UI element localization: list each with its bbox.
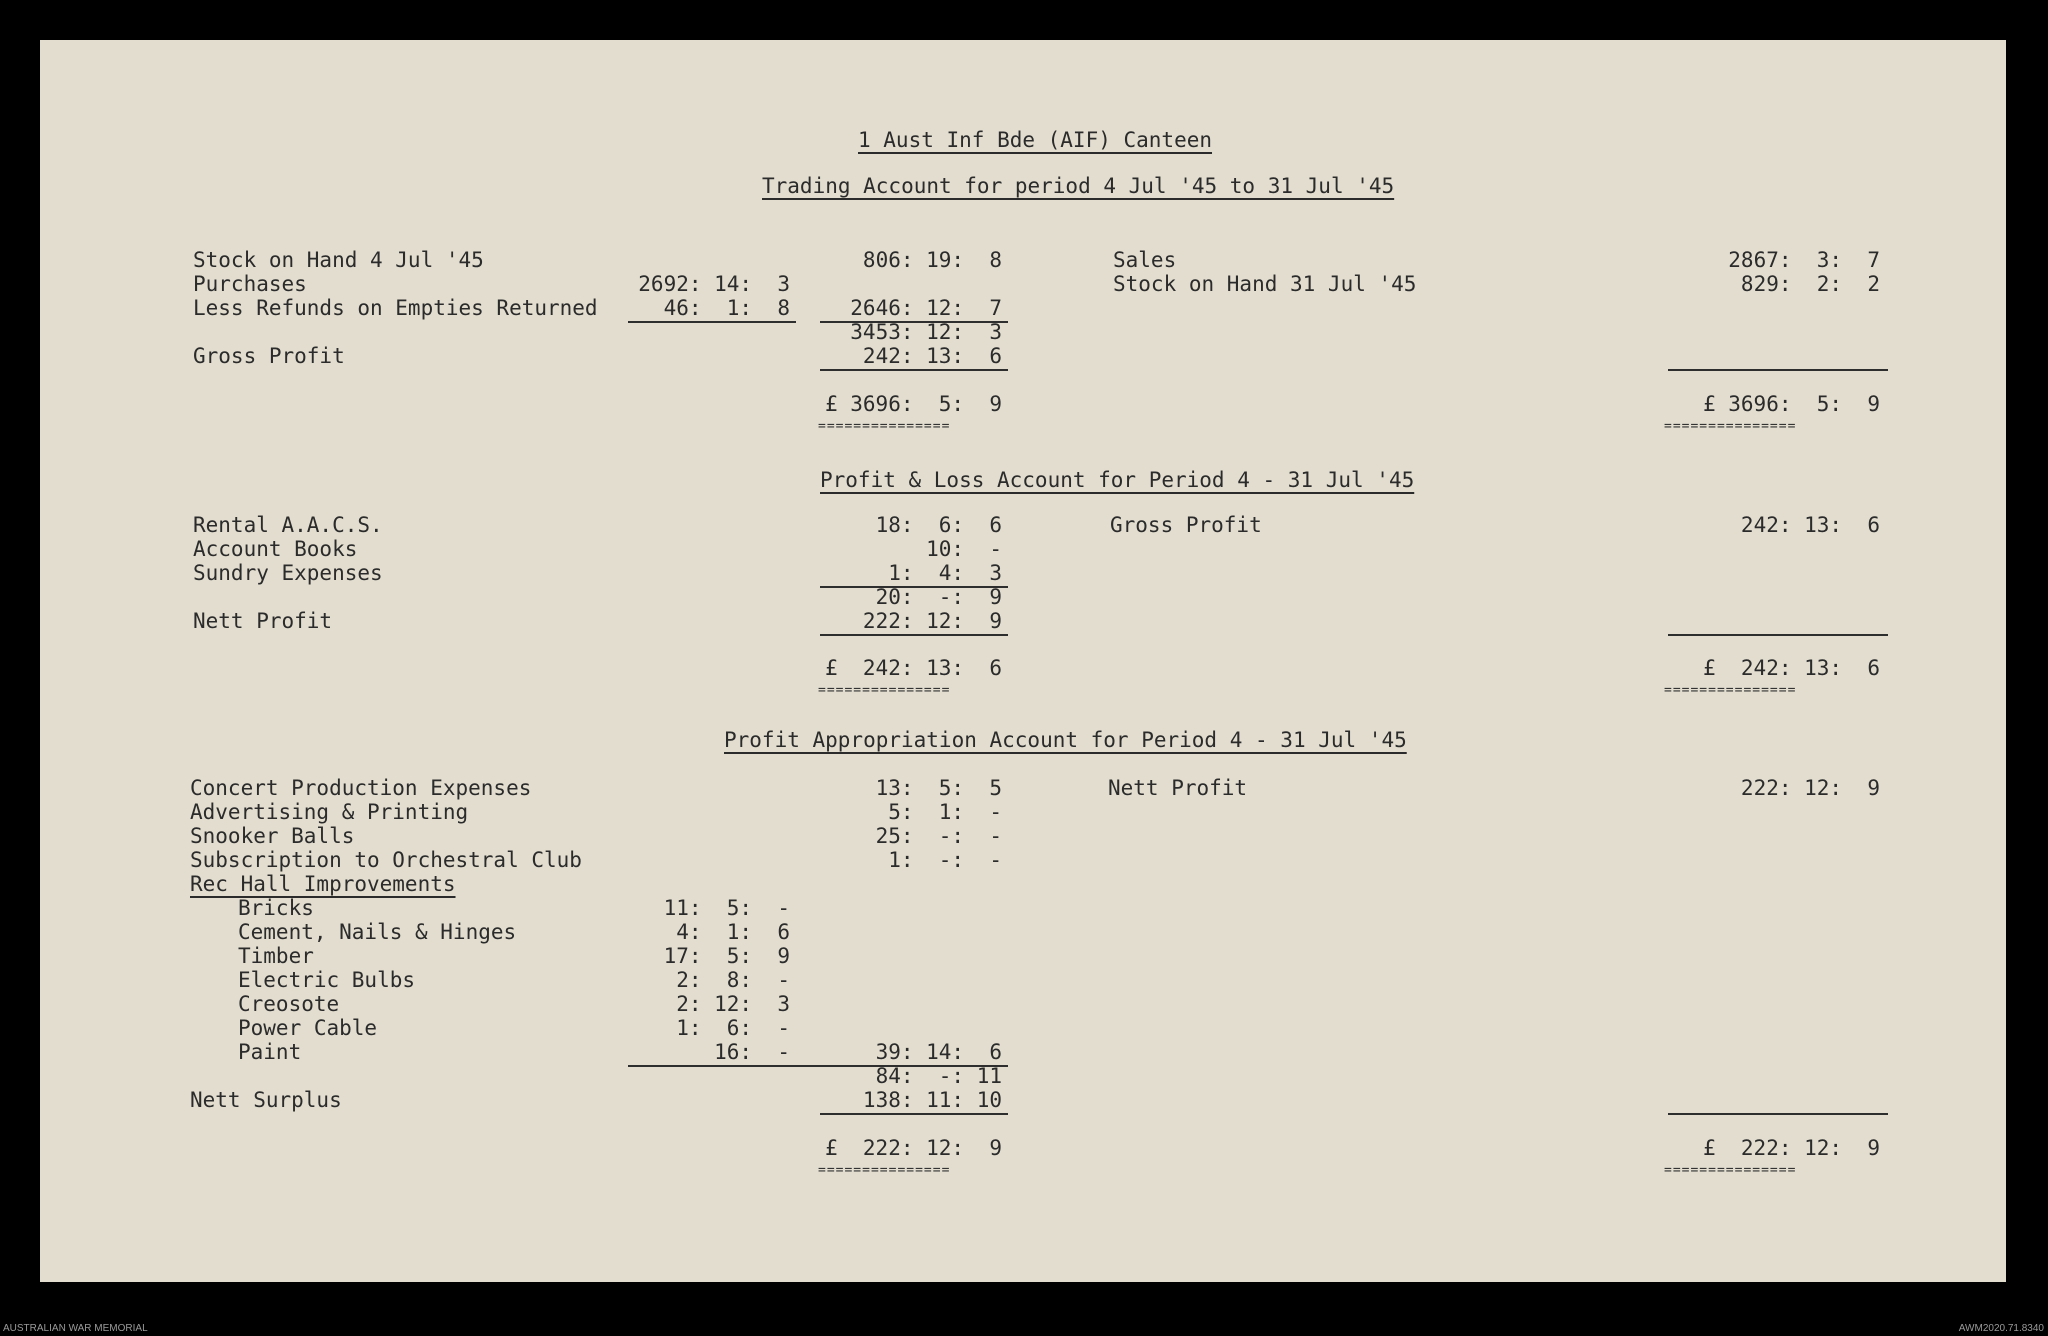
rec-item-label: Power Cable bbox=[238, 1016, 378, 1040]
rec-item-label: Cement, Nails & Hinges bbox=[238, 920, 517, 944]
rec-item-label: Electric Bulbs bbox=[238, 968, 416, 992]
pl-heading: Profit & Loss Account for Period 4 - 31 Jul '45 bbox=[820, 468, 1415, 492]
approp-item-label: Snooker Balls bbox=[190, 824, 355, 848]
rec-item-value: 16: - bbox=[714, 1040, 790, 1064]
approp-item-value: 5: 1: - bbox=[888, 800, 1002, 824]
gross-profit-label: Gross Profit bbox=[193, 344, 345, 368]
rec-item-label: Paint bbox=[238, 1040, 302, 1064]
pl-total-left: £ 242: 13: 6 bbox=[824, 656, 1002, 680]
double-rule: =============== bbox=[818, 419, 951, 434]
nett-surplus-value: 138: 11: 10 bbox=[862, 1088, 1002, 1112]
rec-hall-heading: Rec Hall Improvements bbox=[190, 872, 456, 896]
rec-hall-total: 39: 14: 6 bbox=[875, 1040, 1002, 1064]
document-sheet bbox=[40, 40, 2006, 1282]
approp-item-value: 25: -: - bbox=[875, 824, 1002, 848]
trading-subtotal: 3453: 12: 3 bbox=[850, 320, 1002, 344]
rec-item-value: 1: 6: - bbox=[676, 1016, 790, 1040]
closing-stock-label: Stock on Hand 31 Jul '45 bbox=[1113, 272, 1417, 296]
double-rule: =============== bbox=[1664, 1163, 1797, 1178]
double-rule: =============== bbox=[818, 683, 951, 698]
approp-item-label: Concert Production Expenses bbox=[190, 776, 532, 800]
rule bbox=[820, 634, 1008, 636]
approp-item-value: 1: -: - bbox=[888, 848, 1002, 872]
account-books-value: 10: - bbox=[926, 537, 1002, 561]
trading-heading: Trading Account for period 4 Jul '45 to 31 Jul '45 bbox=[762, 174, 1395, 198]
approp-nett-profit-value: 222: 12: 9 bbox=[1740, 776, 1880, 800]
rec-item-label: Creosote bbox=[238, 992, 340, 1016]
rec-item-value: 17: 5: 9 bbox=[663, 944, 790, 968]
purchases-value: 2692: 14: 3 bbox=[638, 272, 790, 296]
rec-item-label: Timber bbox=[238, 944, 314, 968]
rule bbox=[820, 369, 1008, 371]
rec-item-value: 2: 12: 3 bbox=[676, 992, 790, 1016]
double-rule: =============== bbox=[818, 1163, 951, 1178]
approp-total-right: £ 222: 12: 9 bbox=[1702, 1136, 1880, 1160]
pl-subtotal: 20: -: 9 bbox=[875, 585, 1002, 609]
trading-total-right: £ 3696: 5: 9 bbox=[1702, 392, 1880, 416]
double-rule: =============== bbox=[1664, 683, 1797, 698]
approp-total-left: £ 222: 12: 9 bbox=[824, 1136, 1002, 1160]
rec-item-value: 2: 8: - bbox=[676, 968, 790, 992]
pl-gross-profit-label: Gross Profit bbox=[1110, 513, 1262, 537]
stock-value: 806: 19: 8 bbox=[862, 248, 1002, 272]
rule bbox=[1668, 1113, 1888, 1115]
gross-profit-value: 242: 13: 6 bbox=[862, 344, 1002, 368]
net-purchases-value: 2646: 12: 7 bbox=[850, 296, 1002, 320]
nett-profit-value: 222: 12: 9 bbox=[862, 609, 1002, 633]
approp-subtotal: 84: -: 11 bbox=[875, 1064, 1002, 1088]
pl-gross-profit-value: 242: 13: 6 bbox=[1740, 513, 1880, 537]
closing-stock-value: 829: 2: 2 bbox=[1740, 272, 1880, 296]
sales-label: Sales bbox=[1113, 248, 1177, 272]
purchases-label: Purchases bbox=[193, 272, 307, 296]
rec-item-value: 11: 5: - bbox=[663, 896, 790, 920]
stock-label: Stock on Hand 4 Jul '45 bbox=[193, 248, 484, 272]
footer-credit: AUSTRALIAN WAR MEMORIAL bbox=[3, 1323, 148, 1334]
rule bbox=[1668, 369, 1888, 371]
rec-item-label: Bricks bbox=[238, 896, 314, 920]
rec-item-value: 4: 1: 6 bbox=[676, 920, 790, 944]
rule bbox=[1668, 634, 1888, 636]
rental-value: 18: 6: 6 bbox=[875, 513, 1002, 537]
sales-value: 2867: 3: 7 bbox=[1728, 248, 1880, 272]
document-title: 1 Aust Inf Bde (AIF) Canteen bbox=[858, 128, 1213, 152]
approp-nett-profit-label: Nett Profit bbox=[1108, 776, 1248, 800]
approp-item-label: Advertising & Printing bbox=[190, 800, 469, 824]
footer-accession-number: AWM2020.71.8340 bbox=[1958, 1323, 2044, 1334]
pl-total-right: £ 242: 13: 6 bbox=[1702, 656, 1880, 680]
sundry-label: Sundry Expenses bbox=[193, 561, 383, 585]
trading-total-left: £ 3696: 5: 9 bbox=[824, 392, 1002, 416]
approp-item-value: 13: 5: 5 bbox=[875, 776, 1002, 800]
refunds-value: 46: 1: 8 bbox=[663, 296, 790, 320]
nett-profit-label: Nett Profit bbox=[193, 609, 333, 633]
rule bbox=[820, 1113, 1008, 1115]
rental-label: Rental A.A.C.S. bbox=[193, 513, 383, 537]
sundry-value: 1: 4: 3 bbox=[888, 561, 1002, 585]
appropriation-heading: Profit Appropriation Account for Period 4 - 31 Jul '45 bbox=[724, 728, 1407, 752]
nett-surplus-label: Nett Surplus bbox=[190, 1088, 342, 1112]
approp-item-label: Subscription to Orchestral Club bbox=[190, 848, 582, 872]
double-rule: =============== bbox=[1664, 419, 1797, 434]
refunds-label: Less Refunds on Empties Returned bbox=[193, 296, 598, 320]
account-books-label: Account Books bbox=[193, 537, 358, 561]
